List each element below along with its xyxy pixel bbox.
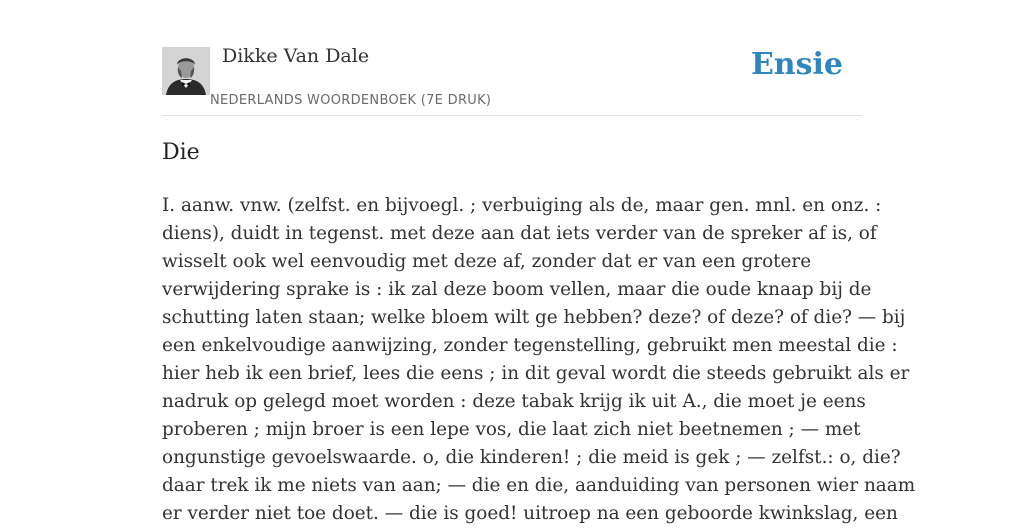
definition-line: nadruk op gelegd moet worden : deze tabak krijg ik uit A., die moet je eens (162, 391, 866, 412)
definition-line: daar trek ik me niets van aan; — die en die, aanduiding van personen wier naam (162, 475, 916, 496)
definition-line: diens), duidt in tegenst. met deze aan dat iets verder van de spreker af is, of (162, 223, 877, 244)
entry-definition (162, 192, 916, 528)
definition-line: wisselt ook wel eenvoudig met deze af, zonder dat er van een grotere (162, 251, 812, 272)
definition-line: I. aanw. vnw. (zelfst. en bijvoegl. ; verbuiging als de, maar gen. mnl. en onz. : (162, 195, 882, 216)
entry-title: Die (162, 140, 200, 165)
portrait-icon (162, 47, 210, 95)
definition-line: schutting laten staan; welke bloem wilt ge hebben? deze? of deze? of die? — bij (162, 307, 906, 328)
entry-header (162, 0, 862, 116)
definition-line: verwijdering sprake is : ik zal deze boom vellen, maar die oude knaap bij de (162, 279, 872, 300)
source-label[interactable]: NEDERLANDS WOORDENBOEK (7E DRUK) (210, 93, 492, 108)
definition-line: proberen ; mijn broer is een lepe vos, die laat zich niet beetnemen ; — met (162, 419, 861, 440)
definition-line: ongunstige gevoelswaarde. o, die kinderen! ; die meid is gek ; — zelfst.: o, die? (162, 447, 901, 468)
brand-logo[interactable]: Ensie (750, 47, 843, 82)
definition-line: een enkelvoudige aanwijzing, zonder tegenstelling, gebruikt men meestal die : (162, 335, 898, 356)
definition-line: er verder niet toe doet. — die is goed! uitroep na een geboorde kwinkslag, een (162, 503, 898, 524)
author-name[interactable]: Dikke Van Dale (222, 45, 370, 67)
author-avatar-icon[interactable] (162, 47, 210, 95)
definition-line: hier heb ik een brief, lees die eens ; in dit geval wordt die steeds gebruikt als er (162, 363, 910, 384)
